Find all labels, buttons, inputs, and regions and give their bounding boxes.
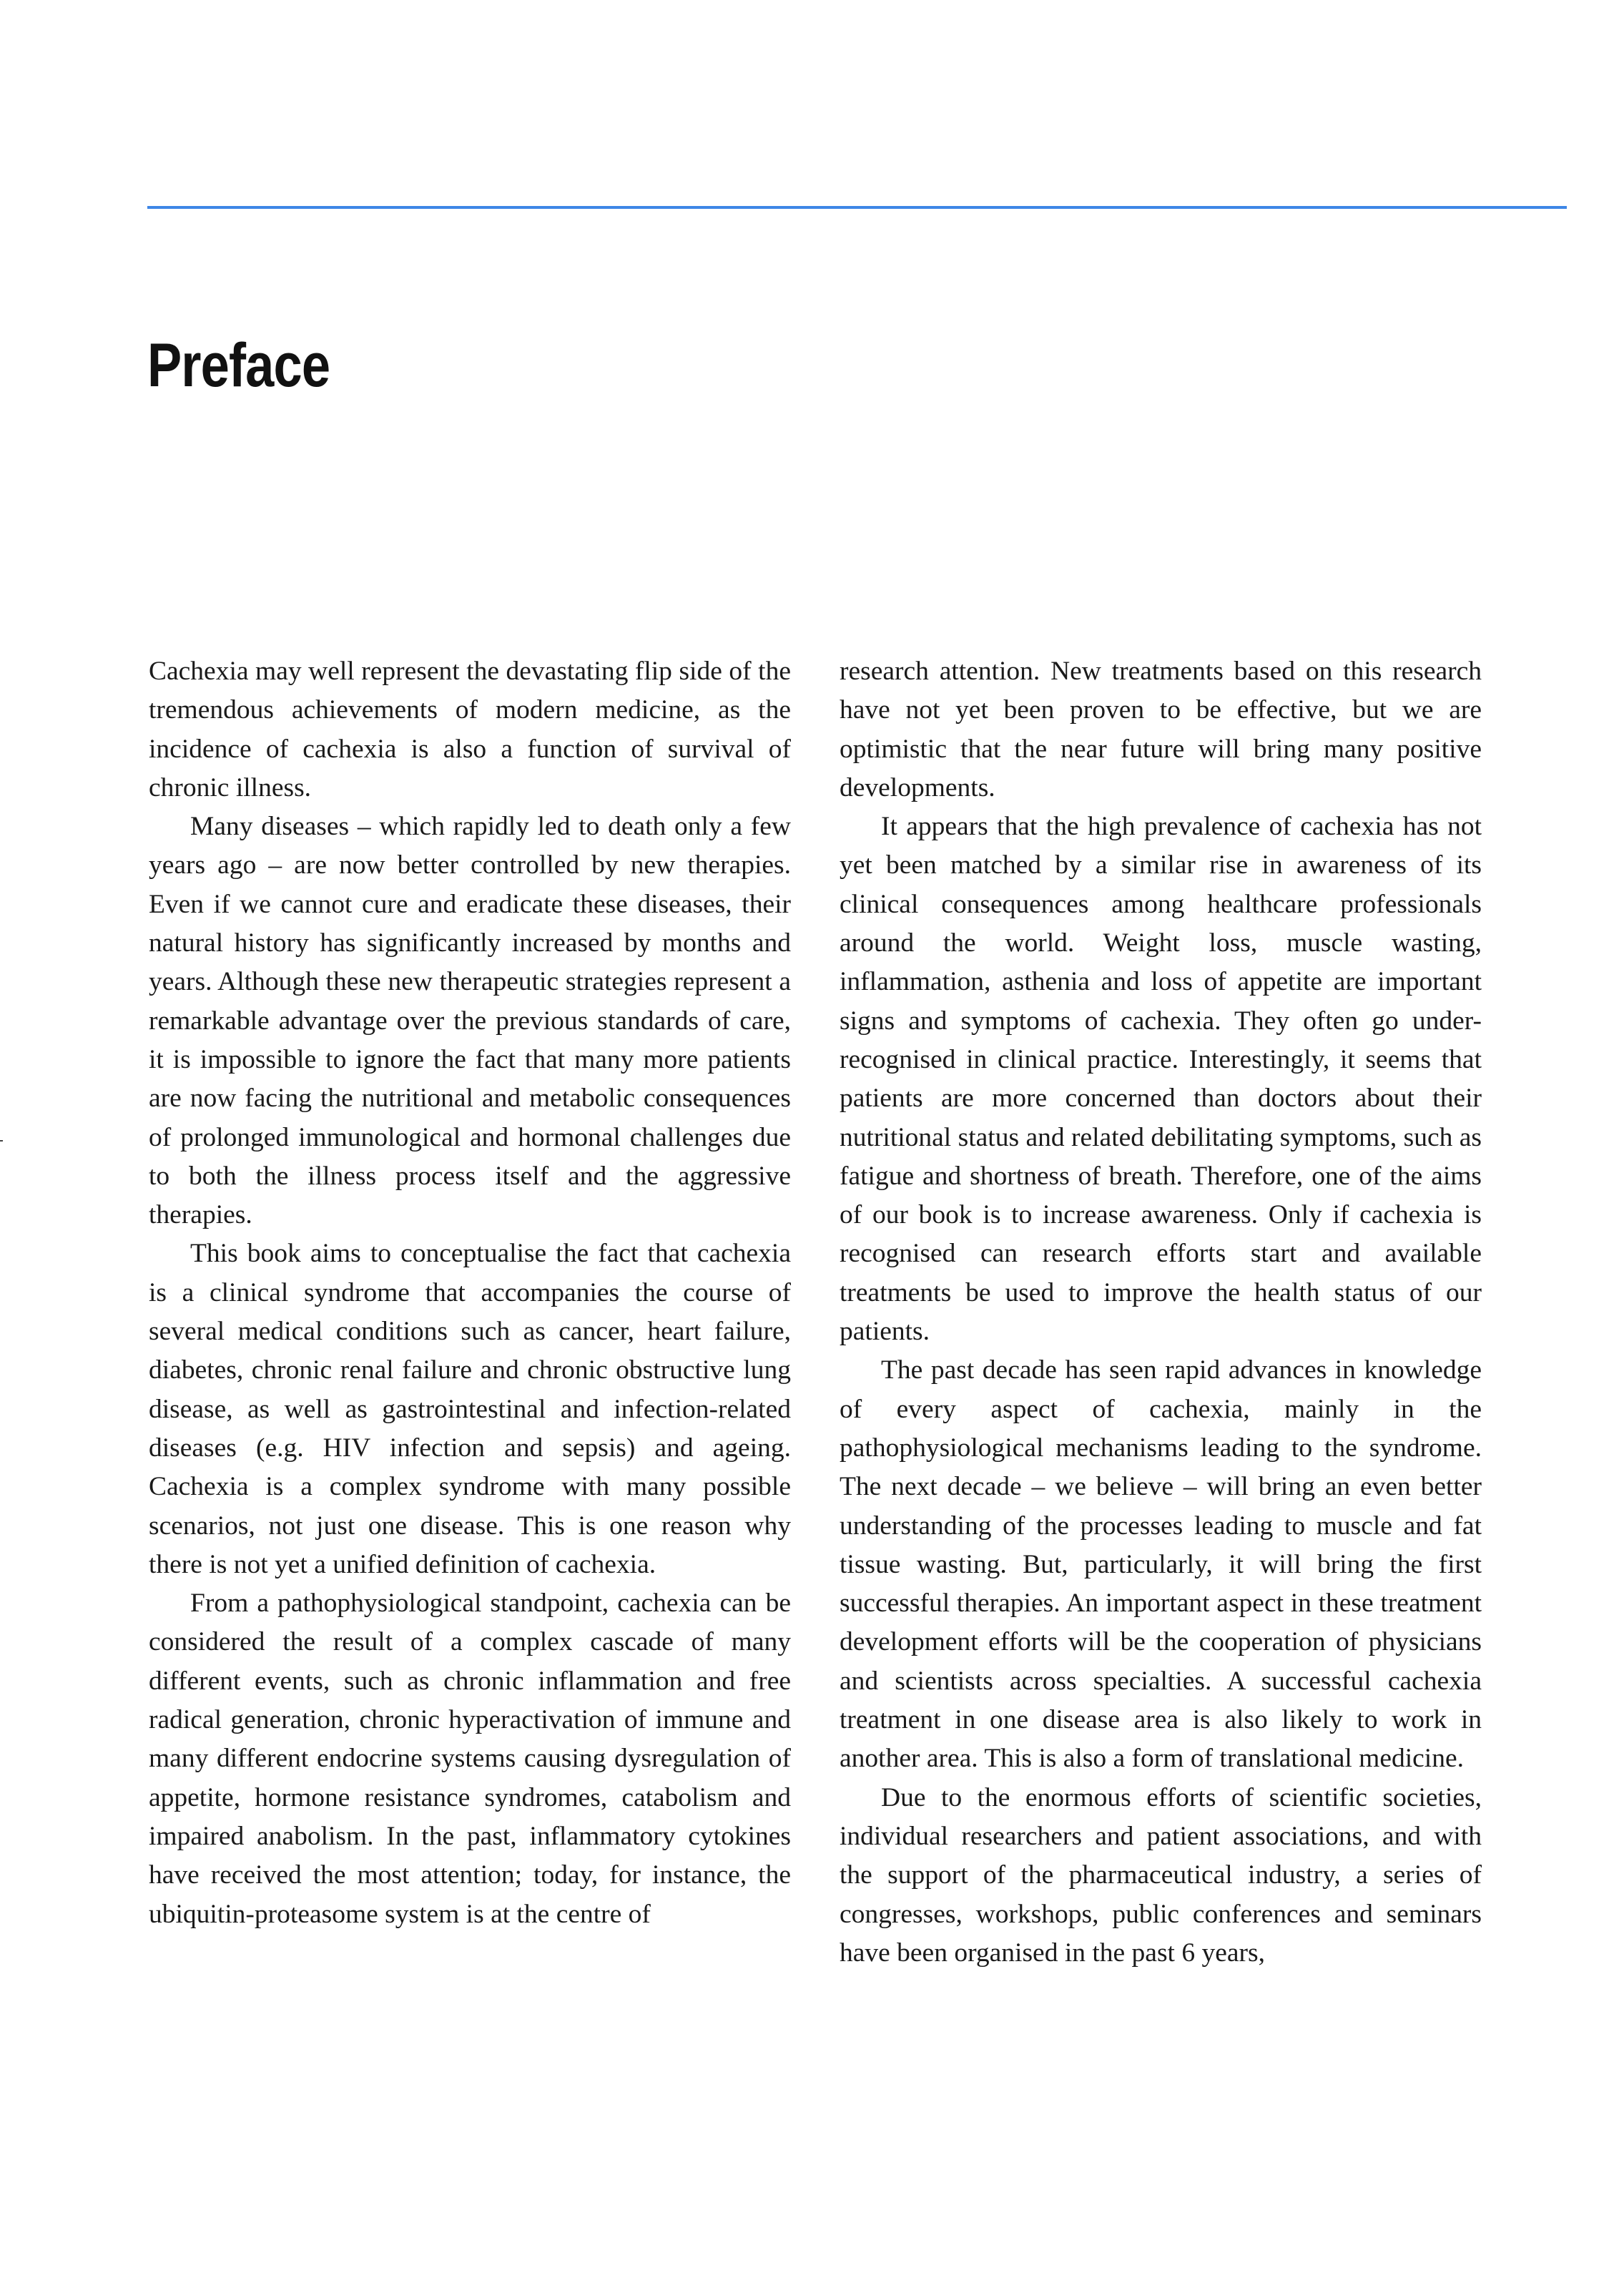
text-column-left (149, 652, 791, 1934)
page-title: Preface (147, 331, 330, 400)
paragraph: From a pathophysiological standpoint, cachexia can be considered the result of a complex cascade of many different events, such as chronic inflammation and free radical generation, chronic hyperactivation of immune and many different endocrine systems causing dysregulation of appetite, hormone resistance syndromes, catabolism and impaired anabolism. In the past, inflammatory cytokines have received the most attention; today, for instance, the ubiquitin-proteasome system is at the centre of (149, 1589, 791, 1929)
paragraph: research attention. New treatments based on this research have not yet been proven to be effective, but we are optimistic that the near future will bring many positive developments. (840, 657, 1482, 802)
paragraph: The past decade has seen rapid advances in knowledge of every aspect of cachexia, mainly in the pathophysiological mechanisms leading to the syndrome. The next decade – we believe – will bring an even better understanding of the processes leading to muscle and fat tissue wasting. But, particularly, it will bring the first successful therapies. An important aspect in these treatment development efforts will be the cooperation of physicians and scientists across specialties. A successful cachexia treatment in one disease area is also likely to work in another area. This is also a form of translational medicine. (840, 1355, 1482, 1774)
header-rule (147, 206, 1567, 209)
paragraph: Due to the enormous efforts of scientific societies, individual researchers and patient associations, and with the support of the pharmaceutical industry, a series of congresses, workshops, public conferences and seminars have been organised in the past 6 years, (840, 1782, 1482, 1968)
text-column-right (840, 652, 1482, 1973)
paragraph: Cachexia may well represent the devastating flip side of the tremendous achievements of modern medicine, as the incidence of cachexia is also a function of survival of chronic illness. (149, 657, 791, 802)
paragraph: This book aims to conceptualise the fact that cachexia is a clinical syndrome that accompanies the course of several medical conditions such as cancer, heart failure, diabetes, chronic renal failure and chronic obstructive lung disease, as well as gastrointestinal and infection-related diseases (e.g. HIV infection and sepsis) and ageing. Cachexia is a complex syndrome with many possible scenarios, not just one disease. This is one reason why there is not yet a unified definition of cachexia. (149, 1239, 791, 1579)
paragraph: Many diseases – which rapidly led to death only a few years ago – are now better controlled by new therapies. Even if we cannot cure and eradicate these diseases, their natural history has significantly increased by months and years. Although these new therapeutic strategies represent a remarkable advantage over the previous standards of care, it is impossible to ignore the fact that many more patients are now facing the nutritional and metabolic consequences of prolonged immunological and hormonal challenges due to both the illness process itself and the aggressive therapies. (149, 812, 791, 1230)
margin-mark (0, 1140, 3, 1142)
paragraph: It appears that the high prevalence of cachexia has not yet been matched by a similar rise in awareness of its clinical consequences among healthcare professionals around the world. Weight loss, muscle wasting, inflammation, asthenia and loss of appetite are important signs and symptoms of cachexia. They often go under-recognised in clinical practice. Interestingly, it seems that patients are more concerned than doctors about their nutritional status and related debilitating symptoms, such as fatigue and shortness of breath. Therefore, one of the aims of our book is to increase awareness. Only if cachexia is recognised can research efforts start and available treatments be used to improve the health status of our patients. (840, 812, 1482, 1347)
